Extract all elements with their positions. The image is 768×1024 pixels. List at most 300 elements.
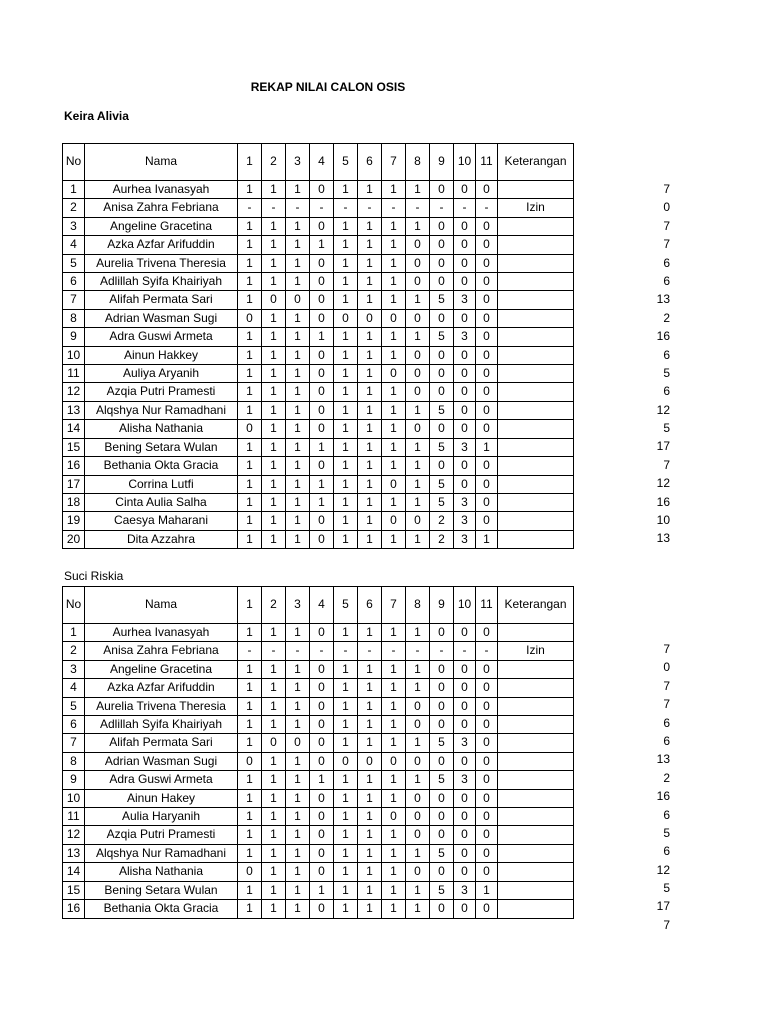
score-cell: 1	[310, 438, 334, 456]
score-cell: -	[310, 642, 334, 660]
total-value: 6	[663, 255, 670, 270]
score-cell: 1	[406, 291, 430, 309]
score-cell: 0	[310, 679, 334, 697]
score-cell: 1	[382, 679, 406, 697]
table-row	[63, 309, 574, 327]
score-cell: 1	[334, 624, 358, 642]
score-cell: 1	[238, 771, 262, 789]
score-cell: 1	[286, 493, 310, 511]
keterangan-cell: Izin	[498, 199, 574, 217]
keterangan-cell	[498, 752, 574, 770]
total-value: 13	[656, 292, 670, 307]
score-cell: 1	[382, 697, 406, 715]
score-cell: 0	[430, 826, 454, 844]
score-cell: 1	[286, 273, 310, 291]
column-header: 9	[430, 587, 454, 624]
name-cell: Bethania Okta Gracia	[85, 457, 238, 475]
score-cell: 5	[430, 291, 454, 309]
header-row	[63, 587, 574, 624]
table-row	[63, 863, 574, 881]
score-cell: 1	[334, 236, 358, 254]
score-cell: 0	[476, 181, 498, 199]
score-cell: -	[238, 642, 262, 660]
score-cell: 0	[430, 365, 454, 383]
column-header: 1	[238, 587, 262, 624]
score-cell: 0	[406, 512, 430, 530]
score-cell: 1	[238, 438, 262, 456]
score-cell: 1	[334, 475, 358, 493]
score-cell: 1	[358, 679, 382, 697]
score-cell: 1	[238, 217, 262, 235]
name-cell: Alqshya Nur Ramadhani	[85, 844, 238, 862]
score-cell: 0	[310, 900, 334, 918]
table-row	[63, 254, 574, 272]
keterangan-cell	[498, 624, 574, 642]
keterangan-cell	[498, 475, 574, 493]
score-cell: -	[382, 642, 406, 660]
keterangan-cell	[498, 401, 574, 419]
column-header: 11	[476, 144, 498, 181]
score-cell: 1	[358, 457, 382, 475]
column-header: 3	[286, 587, 310, 624]
score-cell: 0	[476, 789, 498, 807]
score-cell: 1	[286, 475, 310, 493]
score-cell: 1	[382, 346, 406, 364]
table-row	[63, 734, 574, 752]
score-cell: 1	[358, 624, 382, 642]
score-cell: 1	[358, 493, 382, 511]
score-cell: 1	[406, 438, 430, 456]
score-cell: 0	[430, 236, 454, 254]
score-cell: 1	[262, 401, 286, 419]
name-cell: Angeline Gracetina	[85, 217, 238, 235]
keterangan-cell	[498, 236, 574, 254]
row-number-cell: 20	[63, 530, 85, 548]
score-cell: 0	[310, 716, 334, 734]
score-cell: 1	[382, 383, 406, 401]
score-cell: 1	[262, 697, 286, 715]
score-cell: 1	[238, 346, 262, 364]
score-cell: 1	[286, 420, 310, 438]
score-cell: 1	[238, 808, 262, 826]
score-cell: 1	[286, 530, 310, 548]
score-cell: 5	[430, 328, 454, 346]
name-cell: Azka Azfar Arifuddin	[85, 236, 238, 254]
score-cell: 0	[406, 808, 430, 826]
score-cell: 1	[334, 328, 358, 346]
column-header: 8	[406, 587, 430, 624]
score-cell: 1	[406, 900, 430, 918]
row-number-cell: 12	[63, 826, 85, 844]
score-cell: 1	[310, 475, 334, 493]
score-cell: 1	[262, 752, 286, 770]
score-cell: 0	[406, 863, 430, 881]
score-cell: 1	[238, 900, 262, 918]
name-cell: Alifah Permata Sari	[85, 291, 238, 309]
score-cell: -	[430, 642, 454, 660]
score-cell: 0	[262, 291, 286, 309]
score-cell: 1	[334, 365, 358, 383]
score-cell: 1	[286, 826, 310, 844]
table-row	[63, 328, 574, 346]
score-cell: 1	[262, 826, 286, 844]
score-cell: 1	[358, 401, 382, 419]
total-value: 2	[663, 310, 670, 325]
table-row	[63, 808, 574, 826]
score-cell: 1	[286, 844, 310, 862]
total-value: 5	[663, 881, 670, 896]
score-cell: 1	[262, 530, 286, 548]
score-cell: 1	[382, 844, 406, 862]
score-cell: 5	[430, 881, 454, 899]
score-cell: 1	[334, 457, 358, 475]
score-cell: 0	[476, 512, 498, 530]
score-cell: 0	[310, 291, 334, 309]
score-cell: 0	[454, 401, 476, 419]
total-value: 5	[663, 825, 670, 840]
score-cell: 1	[358, 789, 382, 807]
score-cell: 0	[310, 697, 334, 715]
score-cell: 0	[476, 420, 498, 438]
name-cell: Ainun Hakkey	[85, 346, 238, 364]
name-cell: Adra Guswi Armeta	[85, 771, 238, 789]
score-cell: 0	[476, 254, 498, 272]
table-row	[63, 826, 574, 844]
score-cell: 1	[358, 826, 382, 844]
score-cell: 1	[334, 863, 358, 881]
total-value: 17	[656, 899, 670, 914]
section-label: Suci Riskia	[64, 569, 124, 583]
row-number-cell: 15	[63, 438, 85, 456]
score-cell: 1	[334, 789, 358, 807]
score-cell: 1	[358, 863, 382, 881]
score-cell: 0	[334, 309, 358, 327]
name-cell: Anisa Zahra Febriana	[85, 642, 238, 660]
row-number-cell: 1	[63, 624, 85, 642]
score-cell: 1	[358, 808, 382, 826]
score-cell: 0	[430, 679, 454, 697]
score-cell: 1	[238, 679, 262, 697]
keterangan-cell	[498, 697, 574, 715]
score-cell: 0	[310, 457, 334, 475]
keterangan-cell	[498, 808, 574, 826]
keterangan-cell	[498, 734, 574, 752]
keterangan-cell	[498, 716, 574, 734]
score-cell: 1	[286, 771, 310, 789]
score-cell: 1	[262, 383, 286, 401]
total-value: 12	[656, 476, 670, 491]
score-cell: 1	[358, 273, 382, 291]
score-cell: 1	[238, 844, 262, 862]
table-row	[63, 697, 574, 715]
total-value: 10	[656, 513, 670, 528]
score-cell: 1	[382, 660, 406, 678]
score-cell: 1	[334, 734, 358, 752]
table-row	[63, 660, 574, 678]
score-cell: 1	[382, 771, 406, 789]
score-cell: 3	[454, 530, 476, 548]
score-cell: 1	[334, 530, 358, 548]
score-cell: 0	[454, 716, 476, 734]
column-header: 8	[406, 144, 430, 181]
score-cell: 1	[286, 217, 310, 235]
score-cell: 1	[238, 254, 262, 272]
score-cell: 0	[310, 863, 334, 881]
score-cell: 0	[454, 808, 476, 826]
score-cell: 1	[310, 328, 334, 346]
score-cell: 0	[430, 217, 454, 235]
row-number-cell: 18	[63, 493, 85, 511]
score-cell: -	[406, 199, 430, 217]
score-cell: 0	[310, 383, 334, 401]
score-cell: 1	[262, 808, 286, 826]
score-cell: 1	[286, 679, 310, 697]
score-cell: 1	[382, 734, 406, 752]
name-cell: Ainun Hakey	[85, 789, 238, 807]
score-cell: 3	[454, 291, 476, 309]
score-cell: -	[476, 642, 498, 660]
section-label: Keira Alivia	[64, 109, 129, 123]
score-cell: 0	[430, 181, 454, 199]
score-cell: 0	[476, 493, 498, 511]
score-cell: 0	[406, 254, 430, 272]
score-cell: 1	[238, 383, 262, 401]
column-header: 4	[310, 144, 334, 181]
score-cell: 1	[406, 660, 430, 678]
score-cell: 1	[262, 328, 286, 346]
table-row	[63, 438, 574, 456]
keterangan-cell	[498, 273, 574, 291]
score-cell: 0	[430, 863, 454, 881]
score-cell: 0	[454, 900, 476, 918]
column-header: Keterangan	[498, 587, 574, 624]
score-cell: 1	[262, 881, 286, 899]
column-header: 9	[430, 144, 454, 181]
score-cell: 0	[310, 254, 334, 272]
score-cell: 0	[476, 217, 498, 235]
score-cell: 1	[382, 863, 406, 881]
score-cell: 0	[476, 679, 498, 697]
table-row	[63, 273, 574, 291]
score-cell: 3	[454, 734, 476, 752]
score-cell: 0	[406, 716, 430, 734]
score-cell: 0	[382, 365, 406, 383]
row-number-cell: 9	[63, 771, 85, 789]
score-cell: 0	[454, 789, 476, 807]
score-cell: 1	[262, 512, 286, 530]
score-cell: 0	[310, 826, 334, 844]
score-cell: 1	[334, 291, 358, 309]
name-cell: Alqshya Nur Ramadhani	[85, 401, 238, 419]
table-row	[63, 493, 574, 511]
score-cell: 1	[262, 365, 286, 383]
score-cell: 0	[454, 236, 476, 254]
score-cell: 0	[382, 808, 406, 826]
row-number-cell: 7	[63, 734, 85, 752]
score-cell: 0	[454, 457, 476, 475]
score-cell: 0	[310, 752, 334, 770]
score-cell: -	[262, 642, 286, 660]
score-cell: 0	[430, 789, 454, 807]
score-cell: 0	[286, 734, 310, 752]
score-cell: 1	[358, 236, 382, 254]
score-cell: 0	[358, 752, 382, 770]
score-cell: 5	[430, 734, 454, 752]
score-cell: 1	[382, 254, 406, 272]
score-cell: 0	[382, 752, 406, 770]
score-cell: 0	[454, 826, 476, 844]
document-title: REKAP NILAI CALON OSIS	[250, 80, 406, 94]
score-cell: 1	[358, 217, 382, 235]
score-cell: -	[286, 642, 310, 660]
score-cell: 1	[334, 512, 358, 530]
score-cell: 0	[454, 697, 476, 715]
row-number-cell: 15	[63, 881, 85, 899]
header-row	[63, 144, 574, 181]
total-value: 7	[663, 182, 670, 196]
name-cell: Azqia Putri Pramesti	[85, 826, 238, 844]
score-cell: 1	[382, 624, 406, 642]
column-header: 3	[286, 144, 310, 181]
table-row	[63, 771, 574, 789]
score-cell: 1	[382, 457, 406, 475]
score-cell: 0	[430, 346, 454, 364]
score-cell: 1	[334, 346, 358, 364]
score-cell: 0	[476, 771, 498, 789]
score-cell: 1	[262, 844, 286, 862]
score-cell: 1	[262, 438, 286, 456]
table-row	[63, 512, 574, 530]
score-cell: 0	[382, 309, 406, 327]
score-cell: -	[286, 199, 310, 217]
score-cell: 0	[430, 624, 454, 642]
name-cell: Corrina Lutfi	[85, 475, 238, 493]
score-cell: 3	[454, 328, 476, 346]
score-cell: 0	[454, 309, 476, 327]
score-cell: 3	[454, 512, 476, 530]
score-cell: 0	[430, 697, 454, 715]
row-number-cell: 16	[63, 900, 85, 918]
score-cell: 1	[262, 900, 286, 918]
name-cell: Aulia Haryanih	[85, 808, 238, 826]
score-cell: 1	[310, 236, 334, 254]
score-cell: 0	[310, 660, 334, 678]
score-cell: 0	[454, 660, 476, 678]
score-cell: 0	[334, 752, 358, 770]
score-cell: 0	[454, 624, 476, 642]
score-cell: 1	[286, 383, 310, 401]
score-cell: 1	[382, 438, 406, 456]
name-cell: Aurhea Ivanasyah	[85, 624, 238, 642]
row-number-cell: 12	[63, 383, 85, 401]
score-cell: 1	[382, 530, 406, 548]
score-cell: 0	[476, 328, 498, 346]
score-cell: 1	[358, 900, 382, 918]
score-cell: 0	[430, 254, 454, 272]
score-cell: 1	[334, 438, 358, 456]
score-cell: 1	[382, 217, 406, 235]
score-cell: 1	[262, 475, 286, 493]
score-table	[62, 143, 574, 549]
name-cell: Auliya Aryanih	[85, 365, 238, 383]
score-cell: 1	[406, 771, 430, 789]
score-cell: 1	[238, 493, 262, 511]
score-cell: -	[334, 642, 358, 660]
table-row	[63, 420, 574, 438]
score-cell: 0	[406, 236, 430, 254]
column-header: 6	[358, 144, 382, 181]
table-row	[63, 401, 574, 419]
score-cell: 0	[310, 530, 334, 548]
score-cell: 1	[406, 493, 430, 511]
score-cell: 1	[286, 900, 310, 918]
name-cell: Alisha Nathania	[85, 863, 238, 881]
table-row	[63, 181, 574, 199]
column-header: 5	[334, 144, 358, 181]
table-row	[63, 199, 574, 217]
table-row	[63, 624, 574, 642]
score-cell: 2	[430, 512, 454, 530]
score-cell: 0	[476, 900, 498, 918]
score-cell: 0	[476, 697, 498, 715]
score-cell: 0	[454, 383, 476, 401]
score-cell: 1	[334, 771, 358, 789]
keterangan-cell	[498, 863, 574, 881]
row-number-cell: 17	[63, 475, 85, 493]
score-cell: 1	[406, 881, 430, 899]
score-cell: 1	[310, 771, 334, 789]
score-cell: 1	[406, 457, 430, 475]
total-value: 6	[663, 733, 670, 748]
column-header: Nama	[85, 144, 238, 181]
score-cell: 1	[262, 493, 286, 511]
score-cell: 0	[310, 181, 334, 199]
score-cell: 1	[334, 401, 358, 419]
row-number-cell: 9	[63, 328, 85, 346]
table-row	[63, 679, 574, 697]
total-value: 6	[663, 715, 670, 730]
score-cell: 0	[382, 475, 406, 493]
row-number-cell: 2	[63, 642, 85, 660]
row-number-cell: 3	[63, 660, 85, 678]
score-cell: 0	[430, 716, 454, 734]
score-cell: 0	[238, 752, 262, 770]
score-cell: 1	[238, 273, 262, 291]
score-cell: 0	[430, 273, 454, 291]
table-row	[63, 530, 574, 548]
score-cell: 1	[238, 530, 262, 548]
score-cell: 1	[286, 309, 310, 327]
total-value: 6	[663, 273, 670, 288]
row-number-cell: 14	[63, 420, 85, 438]
score-cell: 1	[286, 881, 310, 899]
score-cell: 0	[476, 236, 498, 254]
score-cell: 1	[334, 881, 358, 899]
total-value: 7	[663, 237, 670, 252]
score-cell: 1	[262, 624, 286, 642]
row-number-cell: 5	[63, 697, 85, 715]
column-header: 10	[454, 587, 476, 624]
score-cell: 1	[238, 181, 262, 199]
name-cell: Azqia Putri Pramesti	[85, 383, 238, 401]
total-value: 7	[663, 697, 670, 712]
score-cell: 1	[476, 530, 498, 548]
column-header: 5	[334, 587, 358, 624]
row-number-cell: 3	[63, 217, 85, 235]
total-value: 6	[663, 844, 670, 859]
score-cell: 1	[262, 346, 286, 364]
score-cell: 0	[430, 808, 454, 826]
